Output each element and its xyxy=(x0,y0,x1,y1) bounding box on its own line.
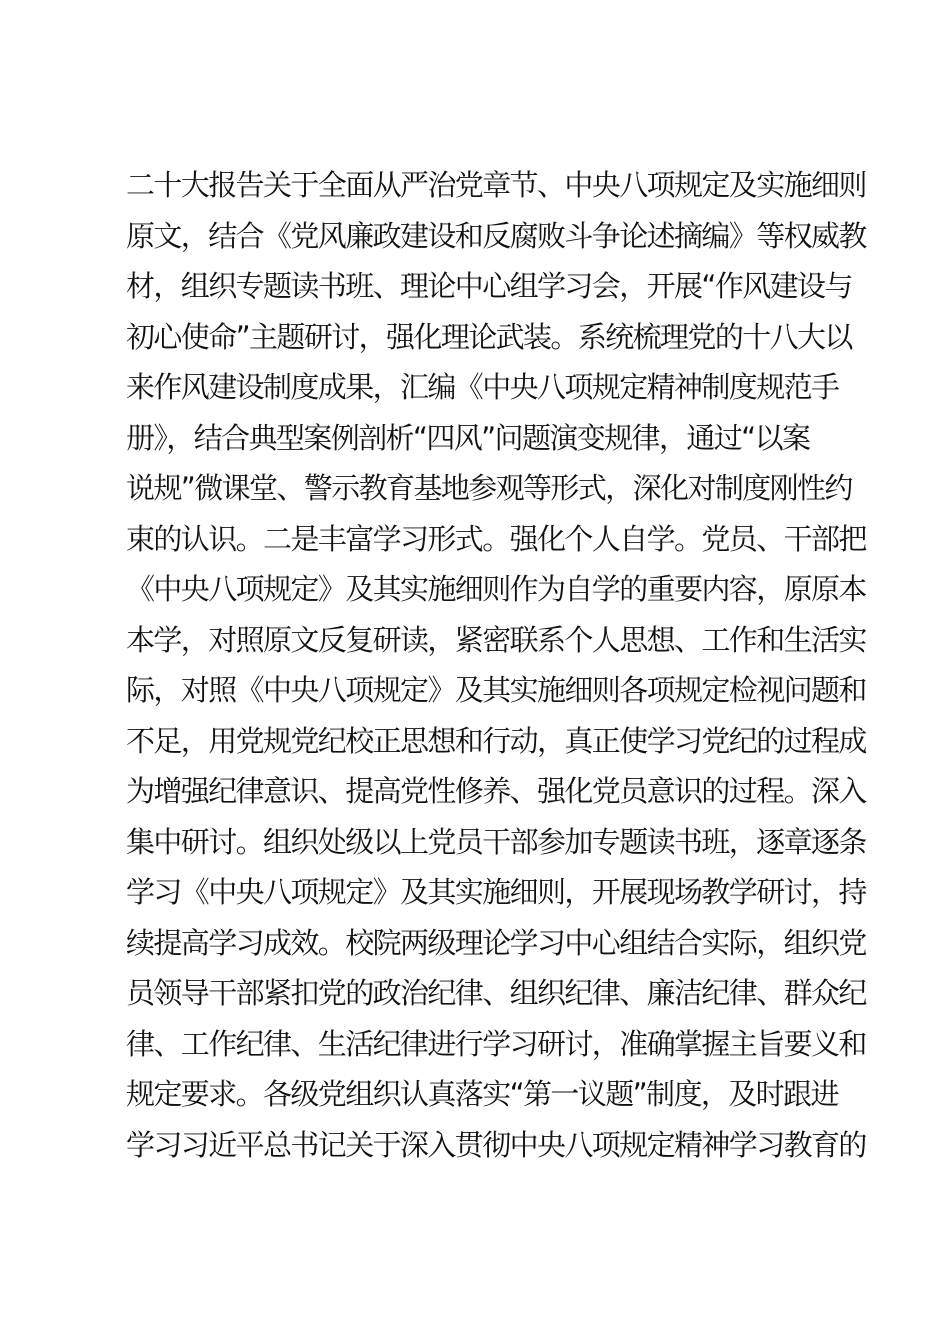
text-line: 二十大报告关于全面从严治党章节、中央八项规定及实施细则 xyxy=(126,168,866,202)
text-line: 学习《中央八项规定》及其实施细则，开展现场教学研讨，持 xyxy=(126,875,866,909)
text-line: 为增强纪律意识、提高党性修养、强化党员意识的过程。深入 xyxy=(126,774,866,808)
body-text xyxy=(126,160,866,1170)
text-line: 材，组织专题读书班、理论中心组学习会，开展“作风建设与 xyxy=(126,269,852,303)
text-line: 本学，对照原文反复研读，紧密联系个人思想、工作和生活实 xyxy=(126,622,866,657)
text-line: 不足，用党规党纪校正思想和行动，真正使学习党纪的过程成 xyxy=(126,723,866,758)
text-line: 原文，结合《党风廉政建设和反腐败斗争论述摘编》等权威教 xyxy=(126,218,866,253)
text-line: 册》，结合典型案例剖析“四风”问题演变规律，通过“以案 xyxy=(126,420,810,455)
text-line: 员领导干部紧扣党的政治纪律、组织纪律、廉洁纪律、群众纪 xyxy=(126,976,866,1010)
text-line: 《中央八项规定》及其实施细则作为自学的重要内容，原原本 xyxy=(126,572,866,606)
text-line: 律、工作纪律、生活纪律进行学习研讨，准确掌握主旨要义和 xyxy=(126,1026,866,1061)
text-line: 学习习近平总书记关于深入贯彻中央八项规定精神学习教育的 xyxy=(126,1127,866,1162)
text-line: 集中研讨。组织处级以上党员干部参加专题读书班，逐章逐条 xyxy=(126,824,866,859)
text-line: 际，对照《中央八项规定》及其实施细则各项规定检视问题和 xyxy=(126,673,866,707)
text-line: 说规”微课堂、警示教育基地参观等形式，深化对制度刚性约 xyxy=(126,471,852,505)
text-line: 初心使命”主题研讨，强化理论武装。系统梳理党的十八大以 xyxy=(126,319,852,354)
text-line: 束的认识。二是丰富学习形式。强化个人自学。党员、干部把 xyxy=(126,521,866,556)
text-line: 来作风建设制度成果，汇编《中央八项规定精神制度规范手 xyxy=(126,370,839,404)
text-line: 续提高学习成效。校院两级理论学习中心组结合实际，组织党 xyxy=(126,925,866,960)
text-line: 规定要求。各级党组织认真落实“第一议题”制度，及时跟进 xyxy=(126,1077,838,1111)
